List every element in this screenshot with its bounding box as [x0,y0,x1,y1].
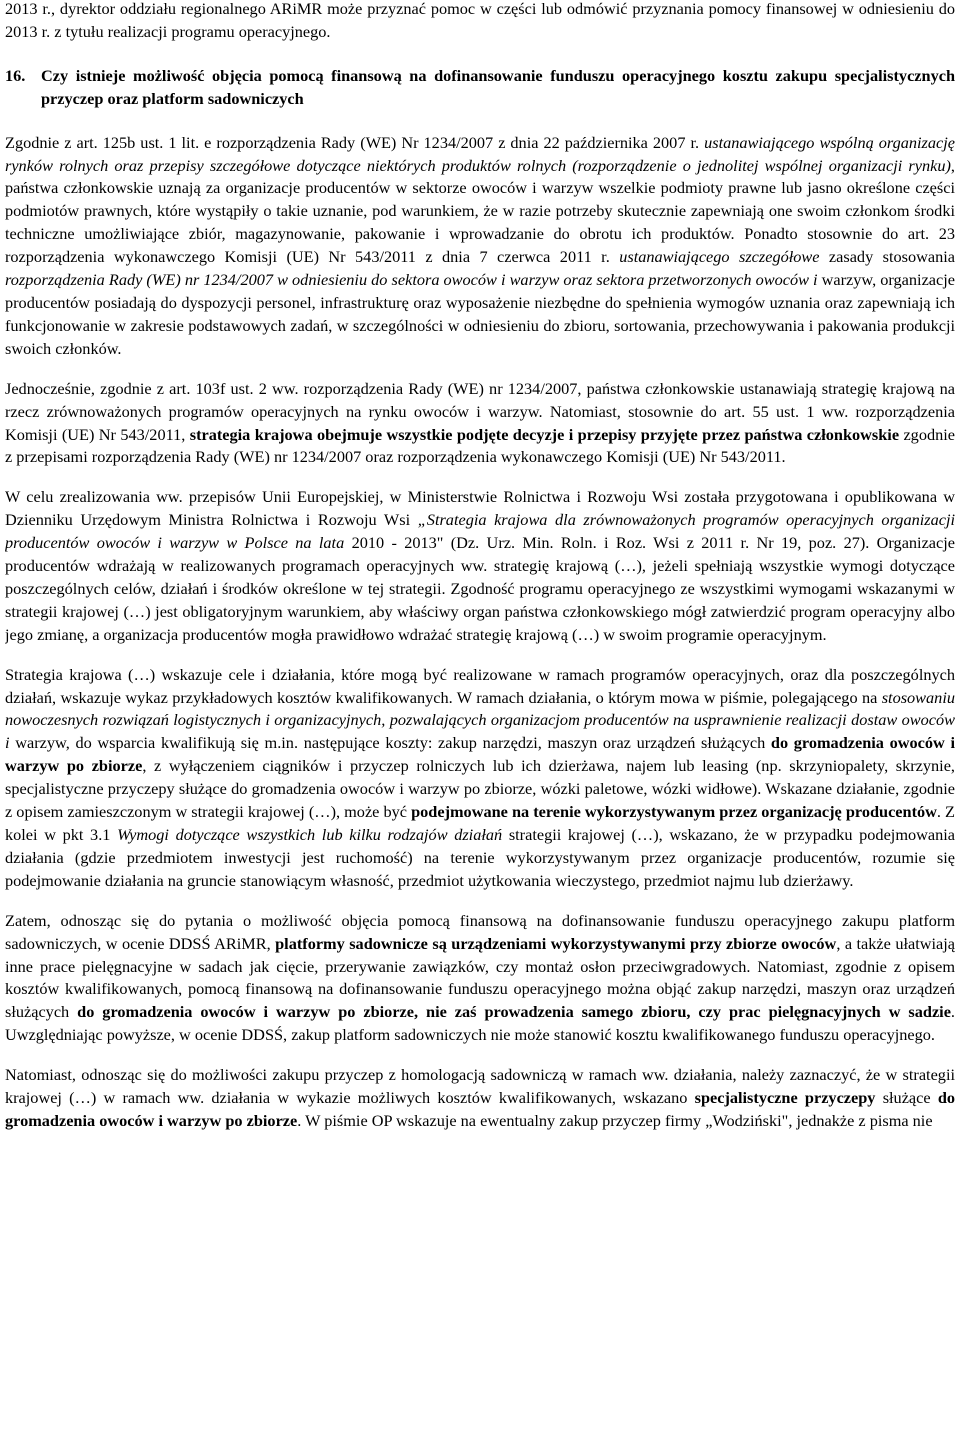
paragraph-text: warzyw, organizacje producentów posiadają do dyspozycji personel, infrastrukturę oraz wyposażenie niezbędne do spełnienia wymogów uznania oraz zapewniają ich funkcjonowanie w zakresie podstawowych zadań, w szczególności w odniesieniu do zbioru, sortowania, przechowywania i pakowania produkcji swoich członków. [5,270,955,358]
paragraph-text: . W piśmie OP wskazuje na ewentualny zakup przyczep firmy „Wodziński", jednakże z pisma nie [297,1110,933,1130]
emphasis-text: do gromadzenia owoców i warzyw po zbiorze [5,1088,955,1130]
question-text: Czy istnieje możliwość objęcia pomocą finansową na dofinansowanie funduszu operacyjnego kosztu zakupu specjalistycznych przyczep oraz platform sadowniczych [41,65,955,108]
paragraph-text: . Uwzględniając powyższe, w ocenie DDSŚ, zakup platform sadowniczych nie może stanowić kosztu kwalifikowanego funduszu operacyjnego. [5,1002,955,1045]
emphasis-text: strategia krajowa obejmuje wszystkie podjęte decyzje i przepisy przyjęte przez państwa członkowskie [189,424,900,444]
section-title: Wymogi dotyczące wszystkich lub kilku rodzajów działań [117,825,503,844]
emphasis-text: specjalistyczne przyczepy [694,1088,876,1108]
action-title: stosowaniu nowoczesnych rozwiązań logistycznych i organizacyjnych, pozwalających organizacjom producentów na usprawnienie realizacji dostaw owoców i [5,687,955,753]
paragraph-text: zasady stosowania [828,247,955,267]
regulation-title: ustanawiającego wspólną organizację rynków rolnych oraz przepisy szczegółowe dotyczące niektórych produktów rolnych (rozporządzenie o jednolitej wspólnej organizacji rynku) [5,132,955,175]
paragraph-text: , z wyłączeniem ciągników i przyczep rolniczych lub ich dzierżawa, najem lub leasing (np. skrzyniopalety, skrzynie, specjalistyczne przyczepy służące do gromadzenia owoców i warzyw po zbiorze, wózki paletowe, wózki widłowe). Wskazane działanie, zgodnie z opisem zamieszczonym w strategii krajowej (…), może być [5,756,955,822]
question-heading [5,65,955,111]
paragraph-text: , a także ułatwiają inne prace pielęgnacyjne w sadach jak cięcie, przerywanie zawiązków, czy montaż osłon przeciwgradowych. Natomiast, zgodnie z opisem kosztów kwalifikowanych, pomocą finansową na dofinansowanie funduszu operacyjnego można objąć zakup narzędzi, maszyn oraz urządzeń służących [5,933,955,1022]
paragraph-trailers [5,1064,955,1133]
paragraph-text: Zatem, odnosząc się do pytania o możliwość objęcia pomocą finansową na dofinansowanie funduszu operacyjnego zakupu platform sadowniczych, w ocenie DDSŚ ARiMR, [5,910,955,953]
paragraph-text: służące [882,1088,931,1108]
paragraph-national-strategy [5,378,955,470]
paragraph-text: Zgodnie z art. 125b ust. 1 lit. e rozporządzenia Rady (WE) Nr 1234/2007 z dnia 22 października 2007 r. [5,132,700,152]
paragraph-text: zgodnie z przepisami rozporządzenia Rady (WE) nr 1234/2007 oraz rozporządzenia wykonawczego Komisji (UE) Nr 543/2011. [5,424,955,467]
paragraph-eligible-costs [5,664,955,893]
question-number: 16. [5,65,26,85]
emphasis-text: do gromadzenia owoców i warzyw po zbiorze [5,733,955,776]
emphasis-text: podejmowane na terenie wykorzystywanym przez organizację producentów [411,802,937,822]
paragraph-text: Natomiast, odnosząc się do możliwości zakupu przyczep z homologacją sadowniczą w ramach ww. działania, należy zaznaczyć, że w strategii krajowej (…) w ramach ww. działania w wykazie możliwych kosztów kwalifikowanych, wskazano [5,1065,955,1108]
paragraph-text: 2010 - 2013" (Dz. Urz. Min. Roln. i Roz. Wsi z 2011 r. Nr 19, poz. 27). Organizacje producentów wdrażają w realizowanych programach operacyjnych ww. strategię krajową (…), jeżeli spełniają wszystkie wymogi dotyczące poszczególnych celów, działań i środków określone w tej strategii. Zgodność programu operacyjnego ze wszystkimi wymogami wskazanymi w strategii krajowej (…) jest obligatoryjnym warunkiem, aby właściwy organ państwa członkowskiego mógł zatwierdzić program operacyjny albo jego zmianę, a organizacja producentów mogła prawidłowo wdrażać strategię krajową (…) w swoim programie operacyjnym. [5,533,955,644]
emphasis-text: do gromadzenia owoców i warzyw po zbiorze, nie zaś prowadzenia samego zbioru, czy prac pielęgnacyjnych w sadzie [77,1002,951,1022]
paragraph-text: Strategia krajowa (…) wskazuje cele i działania, które mogą być realizowane w ramach programów operacyjnych, oraz dla poszczególnych działań, wskazuje wykaz przykładowych kosztów kwalifikowanych. W ramach działania, o którym mowa w piśmie, polegającego na [5,664,955,707]
regulation-title: ustanawiającego szczegółowe [619,247,820,267]
emphasis-text: platformy sadownicze są urządzeniami wykorzystywanymi przy zbiorze owoców [275,933,837,953]
paragraph-strategy-publication [5,486,955,646]
strategy-title: „Strategia krajowa dla zrównoważonych programów operacyjnych organizacji producentów owoców i warzyw w Polsce na lata [5,510,955,553]
document-page [5,0,955,1448]
regulation-title: rozporządzenia Rady (WE) nr 1234/2007 w odniesieniu do sektora owoców i warzyw oraz sektora przetworzonych owoców i [5,270,818,290]
paragraph-text: strategii krajowej (…), wskazano, że w przypadku podejmowania działania (gdzie przedmiotem inwestycji jest ruchomość) na terenie wykorzystywanym przez organizacje producentów, rozumie się podejmowanie działania na gruncie stanowiącym własność, przedmiot użytkowania wieczystego, przedmiot najmu lub dzierżawy. [5,825,955,890]
paragraph-text: warzyw, do wsparcia kwalifikują się m.in. następujące koszty: zakup narzędzi, maszyn oraz urządzeń służących [15,733,766,753]
paragraph-text: Jednocześnie, zgodnie z art. 103f ust. 2 ww. rozporządzenia Rady (WE) nr 1234/2007, państwa członkowskie ustanawiają strategię krajową na rzecz zrównoważonych programów operacyjnych na rynku owoców i warzyw. Natomiast, stosownie do art. 55 ust. 1 ww. rozporządzenia Komisji (UE) Nr 543/2011, [5,378,955,444]
paragraph-text: W celu zrealizowania ww. przepisów Unii Europejskiej, w Ministerstwie Rolnictwa i Rozwoju Wsi została przygotowana i opublikowana w Dzienniku Urzędowym Ministra Rolnictwa i Rozwoju Wsi [5,487,955,530]
paragraph-conclusion [5,910,955,1047]
paragraph-text: . Z kolei w pkt 3.1 [5,802,955,844]
intro-text: 2013 r., dyrektor oddziału regionalnego ARiMR może przyznać pomoc w części lub odmówić przyznania pomocy finansowej w odniesieniu do 2013 r. z tytułu realizacji programu operacyjnego. [5,0,955,41]
paragraph-legal-basis [5,132,955,361]
paragraph-text: , państwa członkowskie uznają za organizacje producentów w sektorze owoców i warzyw wszelkie podmioty prawne lub jasno określone części podmiotów prawnych, które wystąpiły o takie uznanie, pod warunkiem, że w razie potrzeby skutecznie zapewniają one swoim członkom środki techniczne umożliwiające zbiór, magazynowanie, pakowanie i wprowadzanie do obrotu ich produktów. Ponadto stosownie do art. 23 rozporządzenia wykonawczego Komisji (UE) Nr 543/2011 z dnia 7 czerwca 2011 r. [5,155,955,267]
intro-paragraph [5,0,955,44]
